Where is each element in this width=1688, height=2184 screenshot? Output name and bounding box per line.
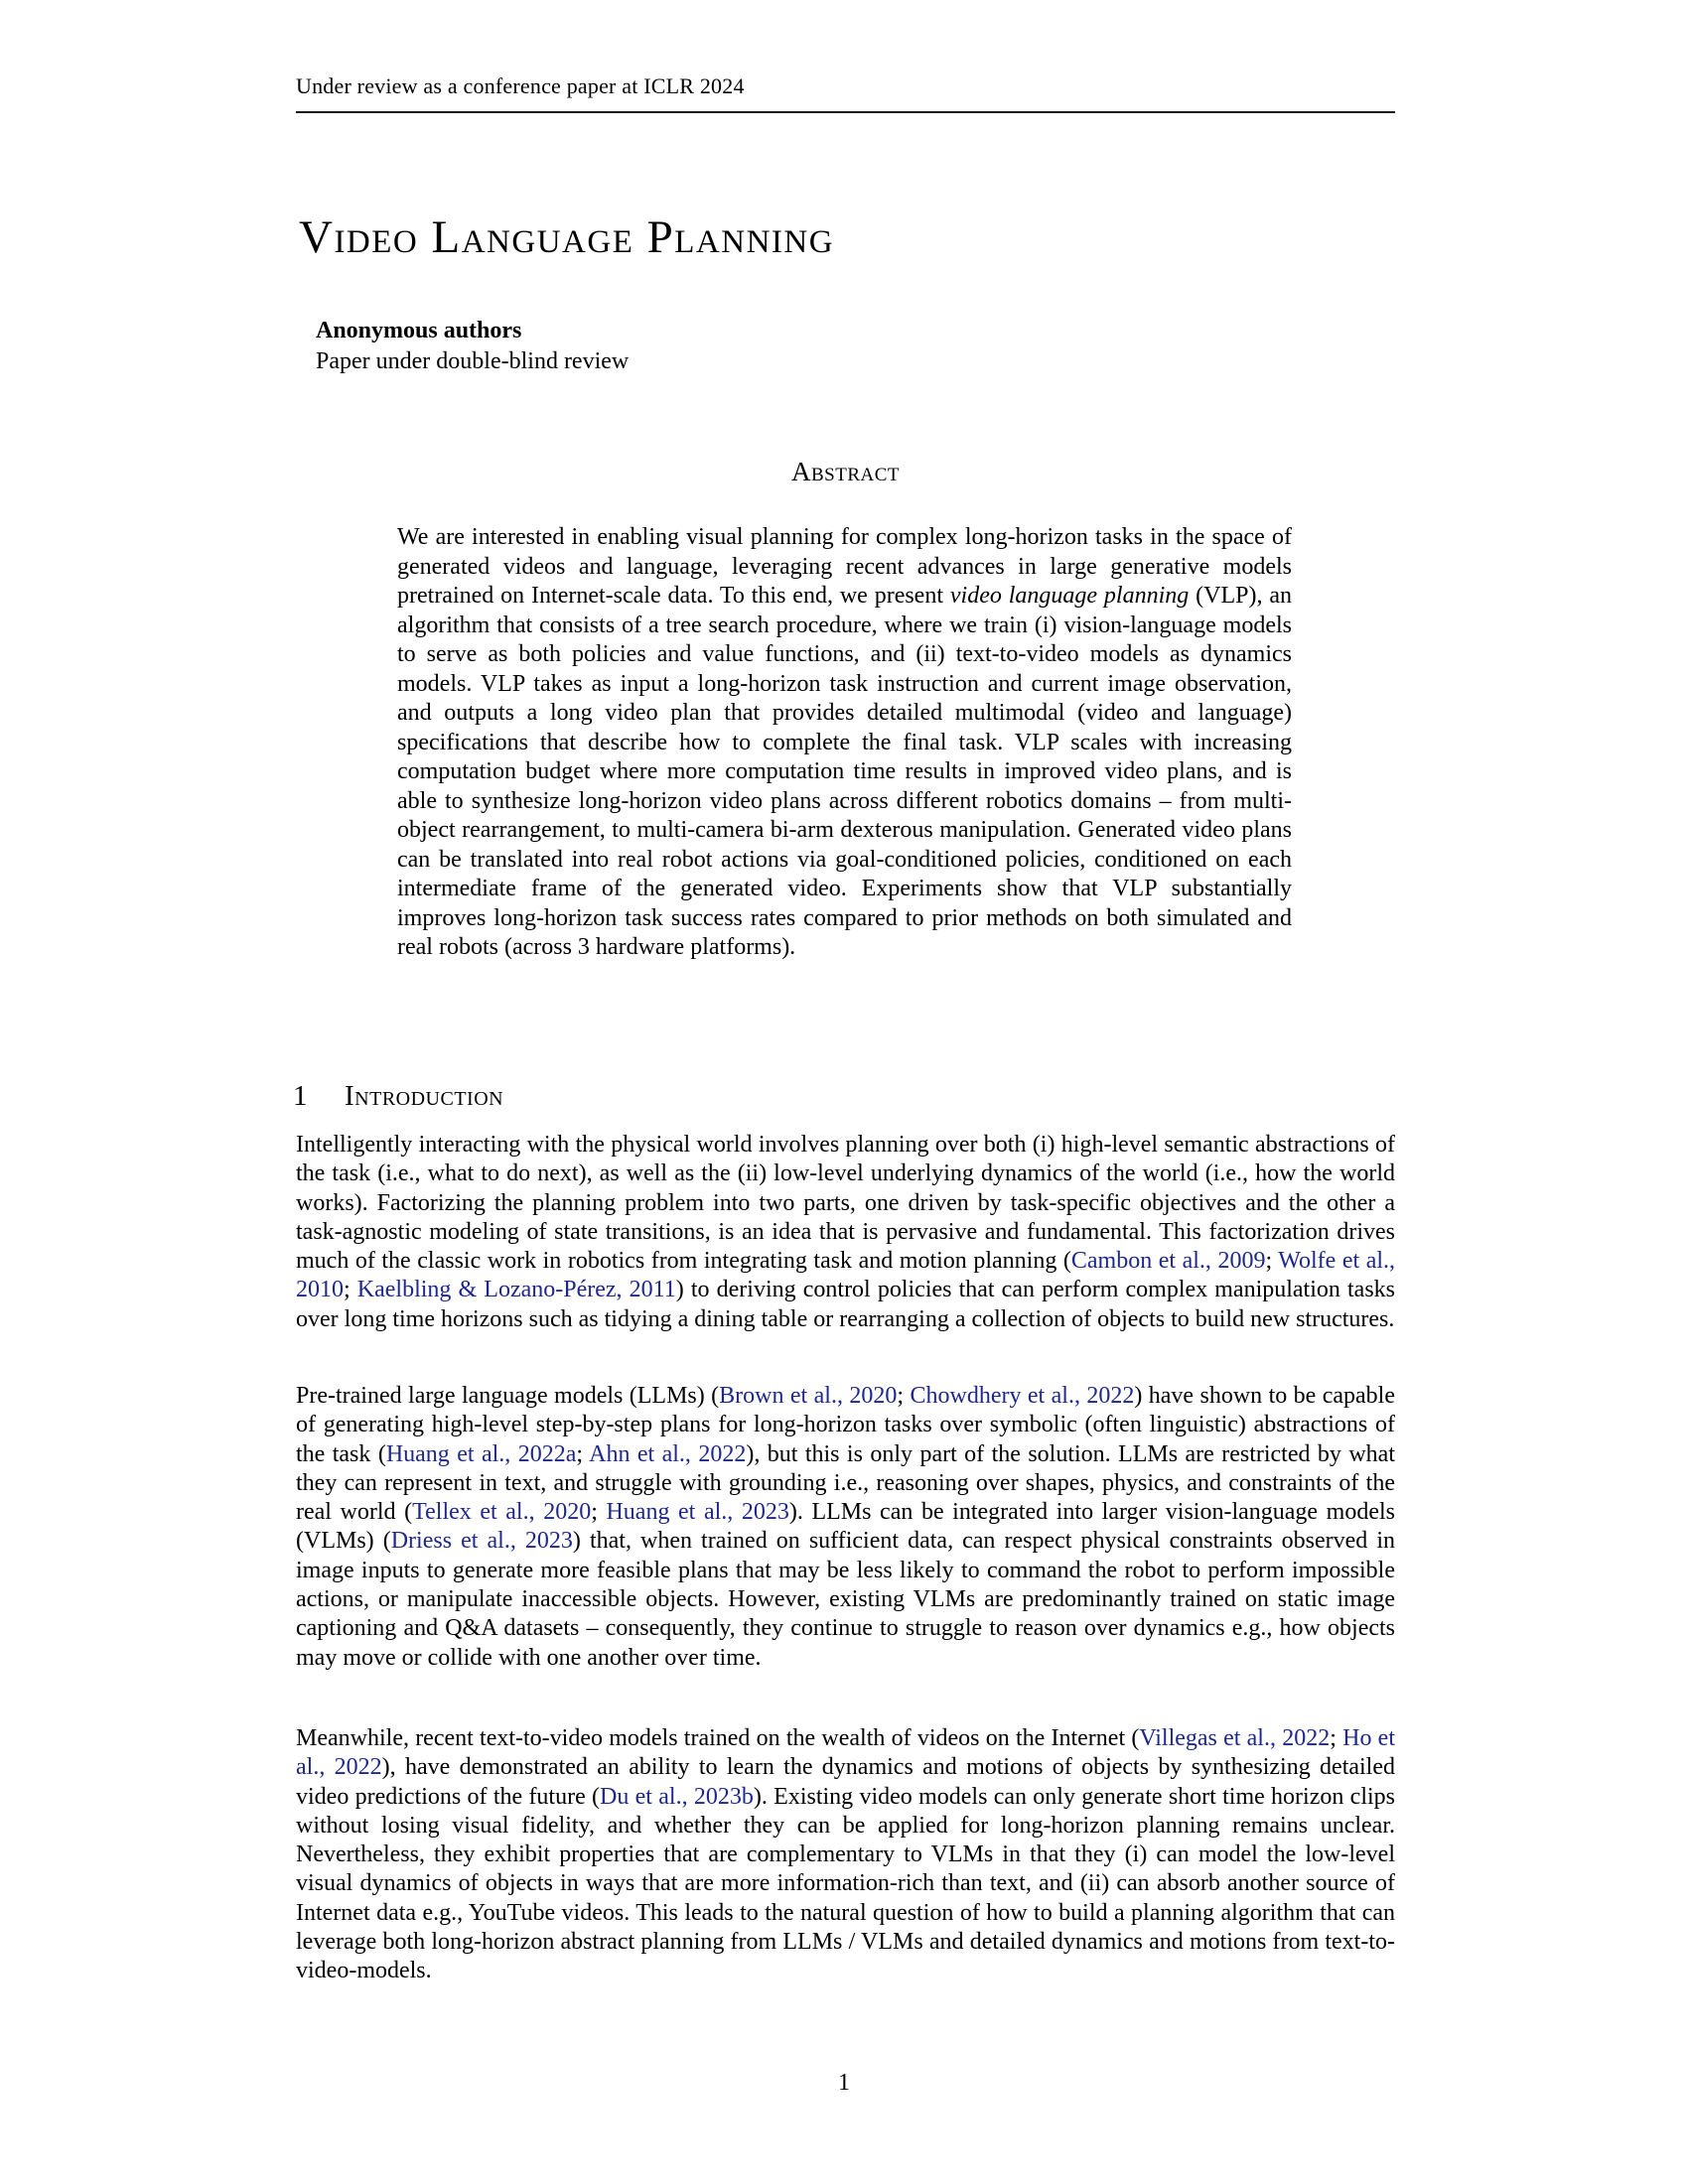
abstract-text — [397, 523, 1292, 963]
text-segment: ; — [1330, 1725, 1343, 1751]
running-head: Under review as a conference paper at ICLR 2024 — [296, 73, 745, 98]
section-title: Introduction — [345, 1080, 504, 1112]
affiliation-line: Paper under double-blind review — [316, 348, 630, 374]
citation-link[interactable]: Ho et al., 2022 — [296, 1725, 1396, 1781]
authors-block — [316, 316, 629, 377]
page-number: 1 — [838, 2070, 850, 2096]
intro-paragraph-3 — [296, 1724, 1395, 1986]
text-segment: ) have shown to be capable of generating high-level step-by-step plans for long-horizon tasks over symbolic (often linguistic) abstractions of the task ( — [296, 1383, 1396, 1467]
text-segment: ), but this is only part of the solution. LLMs are restricted by what they can represent in text, and struggle with grounding i.e., reasoning over shapes, physics, and constraints of the real world ( — [296, 1440, 1395, 1526]
text-segment: ; — [576, 1440, 590, 1467]
text-segment: We are interested in enabling visual planning for complex long-horizon tasks in the space of generated videos and language, leveraging recent advances in large generative models pretrained on Internet-scale data. To this end, we present — [397, 524, 1292, 609]
text-segment: ; — [897, 1383, 911, 1409]
text-segment: ), have demonstrated an ability to learn the dynamics and motions of objects by synthesizing detailed video predictions of the future ( — [296, 1754, 1395, 1810]
citation-link[interactable]: Tellex et al., 2020 — [412, 1499, 592, 1526]
paper-title: Video Language Planning — [299, 211, 835, 263]
text-segment: ). Existing video models can only generate short time horizon clips without losing visual fidelity, and whether they can be applied for long-horizon planning remains unclear. Nevertheless, they exhibit properties that are complementary to VLMs in that they (i) can model the low-level visual dynamics of objects in ways that are more information-rich than text, and (ii) can absorb another source of Internet data e.g., YouTube videos. This leads to the natural question of how to build a planning algorithm that can leverage both long-horizon abstract planning from LLMs / VLMs and detailed dynamics and motions from text-to-video-models. — [296, 1783, 1395, 1984]
citation-link[interactable]: Villegas et al., 2022 — [1139, 1725, 1331, 1751]
text-segment: ) that, when trained on sufficient data, can respect physical constraints observed in image inputs to generate more feasible plans that may be less likely to command the robot to perform impossible actions, or manipulate inaccessible objects. However, existing VLMs are predominantly trained on static image captioning and Q&A datasets – consequently, they continue to struggle to reason over dynamics e.g., how objects may move or collide with one another over time. — [296, 1528, 1395, 1671]
citation-link[interactable]: Ahn et al., 2022 — [589, 1440, 747, 1467]
text-segment: Meanwhile, recent text-to-video models trained on the wealth of videos on the Internet ( — [296, 1725, 1140, 1751]
text-segment: ) to deriving control policies that can perform complex manipulation tasks over long time horizons such as tidying a dining table or rearranging a collection of objects to build new structures. — [296, 1277, 1395, 1332]
citation-link[interactable]: Huang et al., 2023 — [606, 1499, 789, 1526]
intro-paragraph-1 — [296, 1131, 1395, 1334]
citation-link[interactable]: Cambon et al., 2009 — [1070, 1248, 1266, 1275]
section-heading-introduction — [293, 1080, 503, 1113]
text-segment: video language planning — [949, 583, 1190, 609]
author-line: Anonymous authors — [316, 318, 522, 343]
citation-link[interactable]: Brown et al., 2020 — [719, 1383, 898, 1409]
header-rule-divider — [296, 111, 1395, 113]
citation-link[interactable]: Kaelbling & Lozano-Pérez, 2011 — [356, 1277, 676, 1303]
text-segment: ). LLMs can be integrated into larger vision-language models (VLMs) ( — [296, 1499, 1395, 1555]
citation-link[interactable]: Huang et al., 2022a — [385, 1440, 577, 1467]
text-segment: ; — [344, 1277, 357, 1303]
citation-link[interactable]: Chowdhery et al., 2022 — [910, 1383, 1135, 1409]
text-segment: Pre-trained large language models (LLMs) ( — [296, 1383, 720, 1409]
text-segment: ; — [1265, 1248, 1279, 1275]
text-segment: Intelligently interacting with the physical world involves planning over both (i) high-level semantic abstractions of the task (i.e., what to do next), as well as the (ii) low-level underlying dynamics of the world (i.e., how the world works). Factorizing the planning problem into two parts, one driven by task-specific objectives and the other a task-agnostic modeling of state transitions, is an idea that is pervasive and fundamental. This factorization drives much of the classic work in robotics from integrating task and motion planning ( — [296, 1132, 1395, 1275]
abstract-heading: Abstract — [790, 457, 901, 486]
citation-link[interactable]: Wolfe et al., 2010 — [296, 1248, 1396, 1303]
citation-link[interactable]: Du et al., 2023b — [600, 1783, 754, 1810]
citation-link[interactable]: Driess et al., 2023 — [390, 1528, 573, 1555]
text-segment: (VLP), an algorithm that consists of a tree search procedure, where we train (i) vision-language models to serve as both policies and value functions, and (ii) text-to-video models as dynamics models. VLP takes as input a long-horizon task instruction and current image observation, and outputs a long video plan that provides detailed multimodal (video and language) specifications that describe how to complete the final task. VLP scales with increasing computation budget where more computation time results in improved video plans, and is able to synthesize long-horizon video plans across different robotics domains – from multi-object rearrangement, to multi-camera bi-arm dexterous manipulation. Generated video plans can be translated into real robot actions via goal-conditioned policies, conditioned on each intermediate frame of the generated video. Experiments show that VLP substantially improves long-horizon task success rates compared to prior methods on both simulated and real robots (across 3 hardware platforms). — [397, 583, 1292, 960]
text-segment: ; — [591, 1499, 607, 1526]
section-number: 1 — [293, 1080, 308, 1112]
intro-paragraph-2 — [296, 1382, 1395, 1673]
